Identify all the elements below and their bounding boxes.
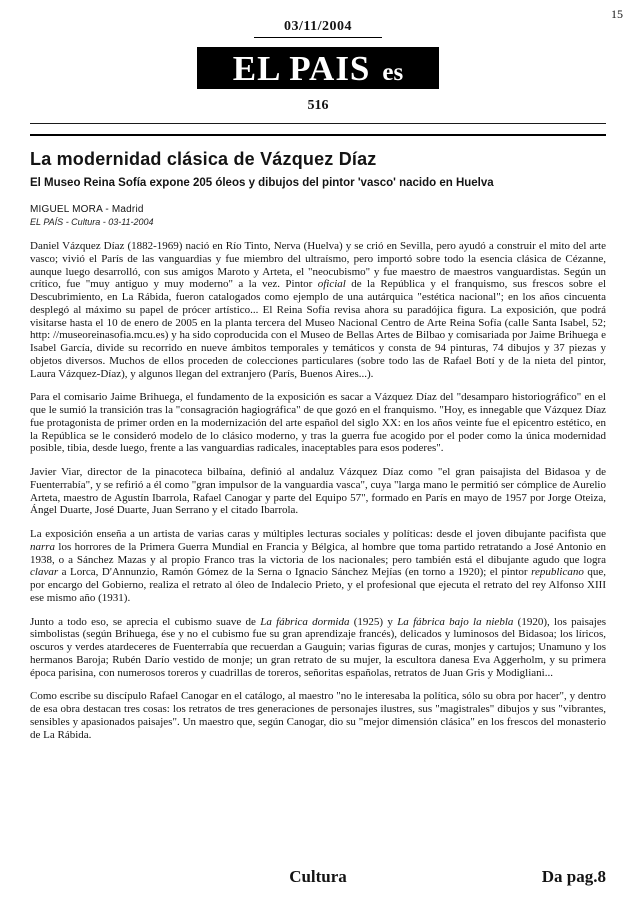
divider-thin xyxy=(30,123,606,124)
article-paragraph: Junto a todo eso, se aprecia el cubismo suave de La fábrica dormida (1925) y La fábrica bajo la niebla (1920), los paisajes simbolistas (según Brihuega, ése y no el cubismo fue su gran aprendizaje francés), delicados y luminosos del Bidasoa; los líricos, oscuros y verdes atardeceres de Fuenterrabía que recuerdan a Gauguin; varias figuras de curas, monjes y cartujos; Unamuno y los hermanos Baroja; Rubén Darío vestido de monje; un gran retrato de su mujer, la escultora danesa Eva Aggerholm, y su primera época parisina, con numerosos toreros y cuadrillas de toreros, señoritas españolas, retratos de Juan Gris y Modigliani... xyxy=(30,615,606,679)
clip-date: 03/11/2004 xyxy=(254,19,382,38)
footer-page-ref: Da pag.8 xyxy=(541,867,606,886)
el-pais-logo-text: EL PAIS xyxy=(232,49,371,88)
footer-section-label: Cultura xyxy=(289,867,347,886)
article-paragraph: La exposición enseña a un artista de varias caras y múltiples lecturas sociales y políticas: desde el joven dibujante pacifista que narra los horrores de la Primera Guerra Mundial en Francia y Bélgica, al hombre que toma partido retratando a José Antonio en 1938, o a Sánchez Mazas y al propio Franco tras la victoria de los nacionales; pero también está el dibujante agudo que logra clavar a Lorca, D'Annunzio, Ramón Gómez de la Serna o Ignacio Sánchez Mejías (en torno a 1920); el pintor republicano que, por encargo del Gobierno, realiza el retrato al óleo de Indalecio Prieto, y el profesional que ejecuta el retrato del rey Alfonso XIII ese mismo año (1931). xyxy=(30,528,606,604)
article-subheadline: El Museo Reina Sofía expone 205 óleos y dibujos del pintor 'vasco' nacido en Huelva xyxy=(30,177,494,189)
sheet-number: 15 xyxy=(611,7,623,21)
el-pais-logo xyxy=(197,47,439,89)
article-body xyxy=(30,240,606,741)
article-headline: La modernidad clásica de Vázquez Díaz xyxy=(30,149,377,169)
masthead xyxy=(0,0,636,114)
article-paragraph: Para el comisario Jaime Brihuega, el fundamento de la exposición es sacar a Vázquez Díaz del "desamparo historiográfico" en el que le sumió la transición tras la "consagración hagiográfica" de que gozó en el franquismo. "Hoy, es innegable que Vázquez Díaz fue protagonista de primer orden en la modernización del arte español del siglo XX: en los años veinte fue el epicentro estético, en la República se le consideró modelo de lo clásico moderno, y tras la guerra fue acogido por el poder como la única modernidad posible, tibia, desde luego, frente a las vanguardias radicales, inaceptables para esos poderes". xyxy=(30,391,606,455)
article-byline: MIGUEL MORA - Madrid xyxy=(30,204,144,215)
article-paragraph: Daniel Vázquez Díaz (1882-1969) nació en Río Tinto, Nerva (Huelva) y se crió en Sevilla, pero ayudó a construir el mito del arte vasco; vivió el París de las vanguardias y fue miembro del ultraísmo, pero importó sobre todo la esencia clásica de Cézanne, aunque luego desarrolló, con sus amigos Maroto y Arteta, el "neocubismo" y fue maestro de maestros vanguardistas. Según un crítico, fue "muy antiguo y muy moderno" a la vez. Pintor oficial de la República y el franquismo, sus frescos sobre el Descubrimiento, en La Rábida, fueron catalogados como ejemplo de una autárquica "estética nacional"; en los años cincuenta desplegó al máximo su papel de prócer artístico... El Reina Sofía revisa ahora su paradójica figura. La exposición, que podrá visitarse hasta el 10 de enero de 2005 en la planta tercera del Museo Nacional Centro de Arte Reina Sofía (calle Santa Isabel, 52; http: //museoreinasofia.mcu.es) y ha sido coproducida con el Museo de Bellas Artes de Bilbao y comisariada por Jaime Brihuega e Isabel García, divide su recorrido en nueve ámbitos temporales y temáticos y consta de 94 pinturas, 74 dibujos y 37 piezas y objetos diversos. Muchos de ellos proceden de colecciones particulares (sobre todo las de Rafael Botí y de la nieta del pintor, Laura Vázquez-Díaz), y algunos llegan del extranjero (París, Buenos Aires...). xyxy=(30,240,607,380)
article-paragraph: Como escribe su discípulo Rafael Canogar en el catálogo, al maestro "no le interesaba la política, sólo su obra por hacer", y dentro de esa obra destacan tres cosas: los retratos de tres generaciones de personajes ilustres, sus "magistrales" dibujos y sus "vibrantes, sensibles y apasionados paisajes". Un maestro que, según Canogar, dio su "mejor dimensión clásica" en los frescos del monasterio de La Rábida. xyxy=(30,690,606,741)
article-paragraph: Javier Viar, director de la pinacoteca bilbaína, definió al andaluz Vázquez Díaz como "el gran paisajista del Bidasoa y de Fuenterrabía", y se refirió a él como "gran impulsor de la vanguardia vasca", cuya "larga mano le permitió ser cómplice de Aurelio Arteta, maestro de Agustín Ibarrola, Rafael Canogar y parte del Equipo 57", formado en París en mayo de 1957 por Jorge Oteiza, Ángel Duarte, José Duarte, Juan Serrano y el citado Ibarrola. xyxy=(30,466,606,517)
clip-date-row xyxy=(0,17,636,38)
article xyxy=(0,136,636,741)
clip-number: 516 xyxy=(307,98,329,113)
el-pais-logo-es-text: es xyxy=(382,59,404,86)
article-source-line: EL PAÍS - Cultura - 03-11-2004 xyxy=(30,217,154,227)
